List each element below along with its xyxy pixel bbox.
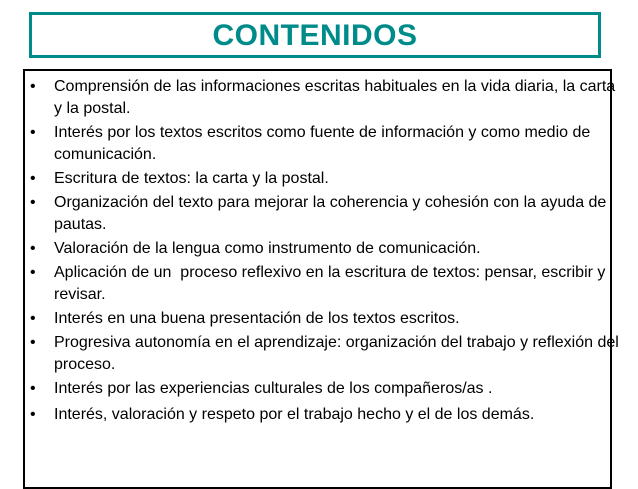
bullet-icon: • (30, 264, 36, 281)
bullet-icon: • (30, 406, 36, 423)
list-item (0, 168, 638, 190)
list-item-text: Interés por los textos escritos como fuente de información y como medio de comunicación. (54, 124, 591, 163)
list-item (0, 404, 638, 426)
list-item-text: Progresiva autonomía en el aprendizaje: organización del trabajo y reflexión del proceso. (54, 334, 619, 373)
list-item-text: Valoración de la lengua como instrumento de comunicación. (54, 240, 481, 257)
page-title: CONTENIDOS (212, 19, 418, 52)
list-item (0, 378, 638, 400)
bullet-icon: • (30, 380, 36, 397)
list-item-text: Interés, valoración y respeto por el trabajo hecho y el de los demás. (54, 406, 535, 423)
bullet-icon: • (30, 310, 36, 327)
list-item-text: Escritura de textos: la carta y la postal. (54, 170, 329, 187)
list-item-text: Comprensión de las informaciones escritas habituales en la vida diaria, la carta y la postal. (54, 78, 616, 117)
list-item-text: Interés por las experiencias culturales de los compañeros/as . (54, 380, 493, 397)
list-item (0, 192, 638, 236)
bullet-icon: • (30, 240, 36, 257)
bullet-icon: • (30, 78, 36, 95)
list-item (0, 238, 638, 260)
list-item (0, 76, 638, 120)
list-item (0, 122, 638, 166)
list-item (0, 308, 638, 330)
list-item-text: Organización del texto para mejorar la coherencia y cohesión con la ayuda de pautas. (54, 194, 607, 233)
bullet-icon: • (30, 124, 36, 141)
list-item (0, 262, 638, 306)
bullet-icon: • (30, 334, 36, 351)
bullet-icon: • (30, 194, 36, 211)
list-item-text: Aplicación de un proceso reflexivo en la escritura de textos: pensar, escribir y revisar. (54, 264, 610, 303)
list-item-text: Interés en una buena presentación de los textos escritos. (54, 310, 460, 327)
bullet-icon: • (30, 170, 36, 187)
content-list (0, 76, 638, 428)
title-box (29, 12, 601, 58)
list-item (0, 332, 638, 376)
